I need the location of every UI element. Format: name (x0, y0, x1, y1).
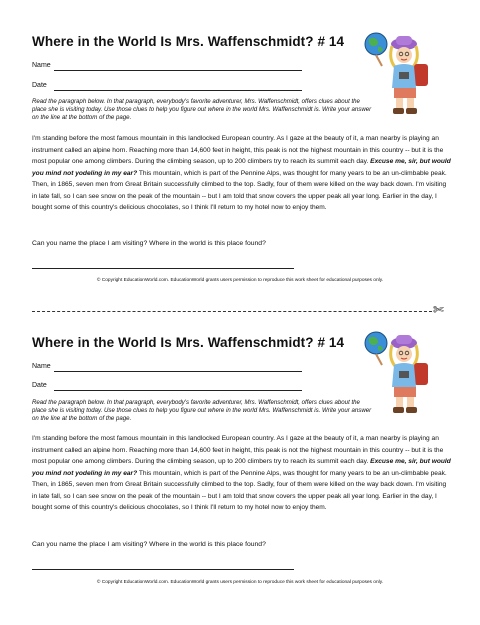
answer-line[interactable] (32, 569, 294, 570)
adventurer-with-globe-icon (360, 327, 440, 415)
clue-paragraph (32, 133, 452, 214)
question-text: Can you name the place I am visiting? Where in the world is this place found? (32, 240, 266, 247)
copyright-notice: © Copyright EducationWorld.com. EducationWorld grants users permission to reproduce this work sheet for educational purposes only. (96, 580, 384, 585)
worksheet-title: Where in the World Is Mrs. Waffenschmidt? # 14 (32, 34, 345, 49)
name-label: Name (32, 62, 51, 69)
name-line[interactable] (54, 70, 302, 71)
adventurer-with-globe-icon (360, 28, 440, 116)
scissors-icon: ✄ (433, 302, 444, 317)
clue-text-part1: I'm standing before the most famous mountain in this landlocked European country. As I gaze at the beauty of it, a man nearby is playing an instrument called an alpine horn. Reaching more than 14,600 feet in height, this peak is not the highest mountain in this country -- but it is the most popular one among climbers. During the climbing season, up to 200 climbers try to reach its summit each day. (32, 135, 444, 165)
question-text: Can you name the place I am visiting? Where in the world is this place found? (32, 541, 266, 548)
date-line[interactable] (54, 390, 302, 391)
answer-line[interactable] (32, 268, 294, 269)
worksheet-title: Where in the World Is Mrs. Waffenschmidt? # 14 (32, 335, 345, 350)
name-field[interactable] (32, 62, 51, 69)
date-label: Date (32, 82, 47, 89)
intro-instructions: Read the paragraph below. In that paragraph, everybody's favorite adventurer, Mrs. Waffenschmidt, offers clues about the place she is visiting today. Use those clues to help you figure out where in the world Mrs. Waffenschmidt is. Write your answer on the line at the bottom of the page. (32, 98, 372, 121)
date-field[interactable] (32, 382, 47, 389)
name-line[interactable] (54, 371, 302, 372)
clue-text-part1: I'm standing before the most famous mountain in this landlocked European country. As I gaze at the beauty of it, a man nearby is playing an instrument called an alpine horn. Reaching more than 14,600 feet in height, this peak is not the highest mountain in this country -- but it is the most popular one among climbers. During the climbing season, up to 200 climbers try to reach its summit each day. (32, 435, 444, 465)
copyright-notice: © Copyright EducationWorld.com. EducationWorld grants users permission to reproduce this work sheet for educational purposes only. (96, 278, 384, 283)
date-field[interactable] (32, 82, 47, 89)
date-line[interactable] (54, 90, 302, 91)
worksheet-top (0, 0, 480, 300)
clue-text-italic: Excuse me, sir, but would you mind not yodeling in my ear? (32, 458, 451, 477)
name-field[interactable] (32, 363, 51, 370)
cut-line (32, 311, 432, 312)
date-label: Date (32, 382, 47, 389)
clue-text-italic: Excuse me, sir, but would you mind not yodeling in my ear? (32, 158, 451, 177)
clue-text-part2: This mountain, which is part of the Pennine Alps, was thought for many years to be an un-climbable peak. Then, in 1865, seven men from Great Britain successfully climbed to the top. Sadly, four of them were killed on the way back down. I'm visiting in late fall, so I can see snow on the peak of the mountain -- but I am told that snow covers the upper peak all year long. Earlier in the day, I bought some of this country's delicious chocolates, so I think I'll return to my hotel now to enjoy them. (32, 469, 447, 511)
intro-instructions: Read the paragraph below. In that paragraph, everybody's favorite adventurer, Mrs. Waffenschmidt, offers clues about the place she is visiting today. Use those clues to help you figure out where in the world Mrs. Waffenschmidt is. Write your answer on the line at the bottom of the page. (32, 399, 372, 422)
worksheet-bottom (0, 325, 480, 625)
clue-text-part2: This mountain, which is part of the Pennine Alps, was thought for many years to be an un-climbable peak. Then, in 1865, seven men from Great Britain successfully climbed to the top. Sadly, four of them were killed on the way back down. I'm visiting in late fall, so I can see snow on the peak of the mountain -- but I am told that snow covers the upper peak all year long. Earlier in the day, I bought some of this country's delicious chocolates, so I think I'll return to my hotel now to enjoy them. (32, 169, 447, 211)
name-label: Name (32, 363, 51, 370)
clue-paragraph (32, 433, 452, 514)
